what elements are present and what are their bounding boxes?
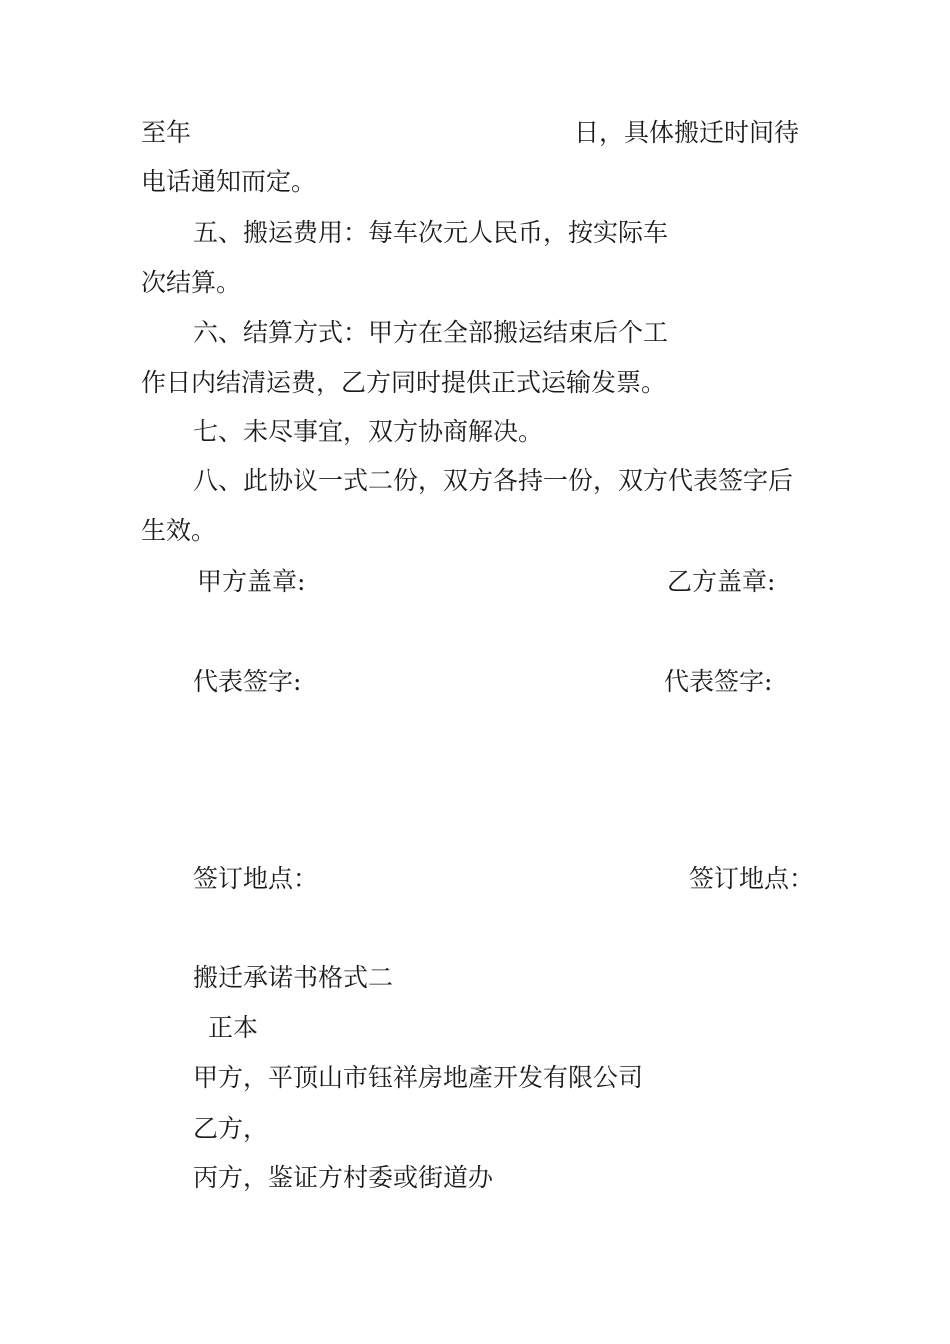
party-b-line: 乙方， (193, 1114, 269, 1143)
section-title: 搬迁承诺书格式二 (193, 963, 394, 992)
text-line: 次结算。 (141, 268, 242, 297)
text-line: 至年 (141, 118, 192, 147)
party-a-place-label: 签订地点： (193, 864, 319, 893)
party-b-sign-label: 代表签字: (664, 667, 773, 696)
party-a-sign-label: 代表签字: (193, 667, 302, 696)
party-b-seal-label: 乙方盖章: (667, 567, 776, 596)
party-b-place-label: 签订地点： (689, 864, 815, 893)
text-line: 电话通知而定。 (141, 167, 317, 196)
text-line: 作日内结清运费，乙方同时提供正式运输发票。 (141, 368, 667, 397)
text-line: 日，具体搬迁时间待 (574, 118, 800, 147)
text-line: 八、此协议一式二份，双方各持一份，双方代表签字后 (193, 466, 794, 495)
text-line: 七、未尽事宜，双方协商解决。 (193, 417, 544, 446)
party-a-line: 甲方，平顶山市钰祥房地產开发有限公司 (193, 1063, 644, 1092)
copy-label: 正本 (208, 1013, 259, 1042)
text-line: 生效。 (141, 516, 217, 545)
text-line: 六、结算方式：甲方在全部搬运结束后个工 (193, 318, 669, 347)
party-a-seal-label: 甲方盖章: (197, 567, 306, 596)
text-line: 五、搬运费用：每车次元人民币，按实际车 (193, 218, 669, 247)
party-c-line: 丙方，鉴证方村委或街道办 (193, 1163, 494, 1192)
